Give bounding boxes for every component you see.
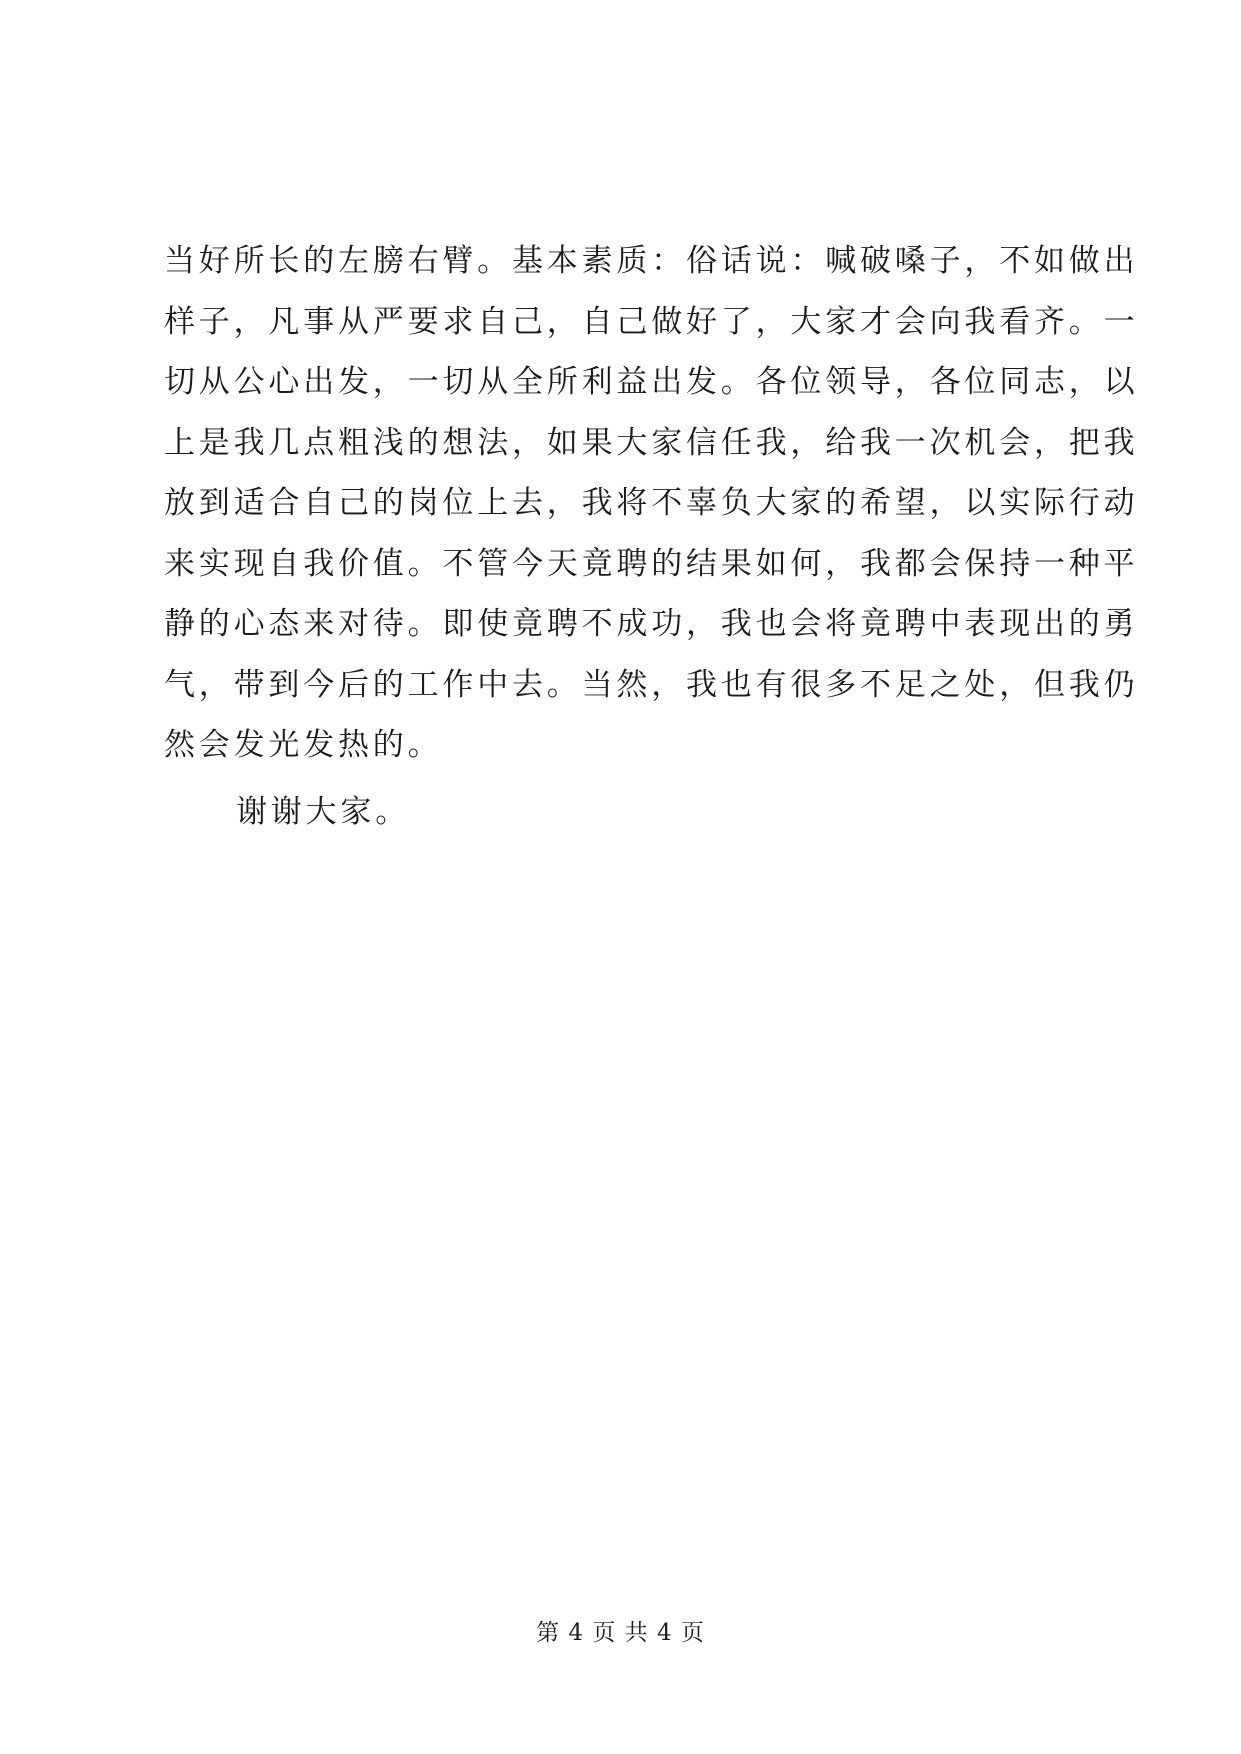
body-line: 切从公心出发，一切从全所利益出发。各位领导，各位同志，以 <box>164 364 1139 400</box>
body-line: 当好所长的左膀右臂。基本素质：俗话说：喊破嗓子，不如做出 <box>164 243 1139 279</box>
body-line: 然会发光发热的。 <box>164 727 443 763</box>
body-line: 放到适合自己的岗位上去，我将不辜负大家的希望，以实际行动 <box>164 485 1139 521</box>
page-number-footer: 第 4 页 共 4 页 <box>536 1620 705 1646</box>
body-paragraph <box>164 231 1139 776</box>
body-line: 静的心态来对待。即使竟聘不成功，我也会将竟聘中表现出的勇 <box>164 606 1139 642</box>
body-line: 来实现自我价值。不管今天竟聘的结果如何，我都会保持一种平 <box>164 545 1139 582</box>
body-line: 样子，凡事从严要求自己，自己做好了，大家才会向我看齐。一 <box>164 303 1139 340</box>
body-line: 气，带到今后的工作中去。当然，我也有很多不足之处，但我仍 <box>164 666 1139 703</box>
closing-remark: 谢谢大家。 <box>236 794 410 830</box>
body-line: 上是我几点粗浅的想法，如果大家信任我，给我一次机会，把我 <box>164 424 1139 461</box>
